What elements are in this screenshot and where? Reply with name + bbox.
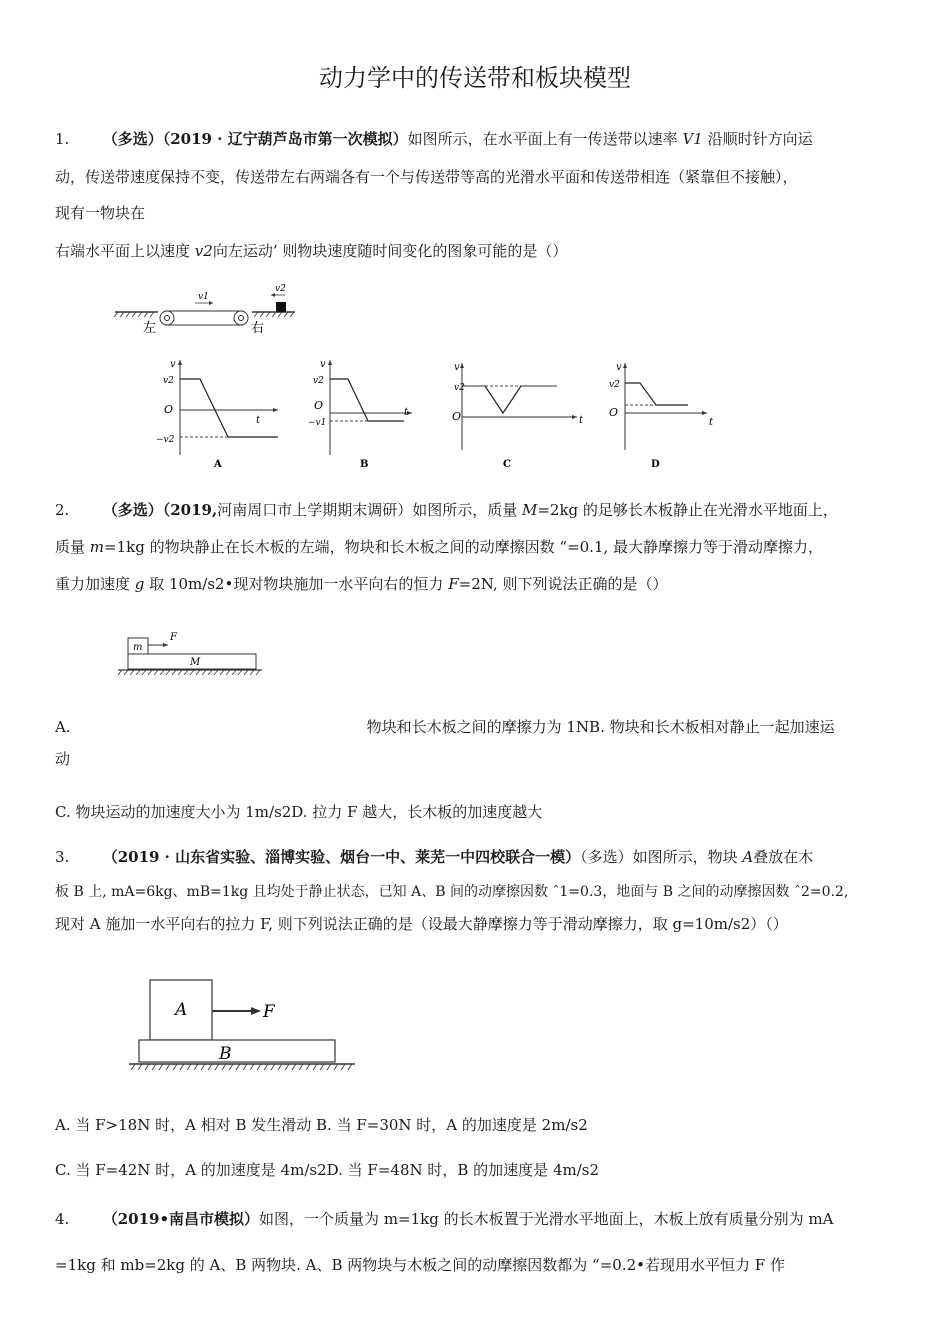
graph-c-t-label: t <box>579 415 584 426</box>
page-title: 动力学中的传送带和板块模型 <box>319 64 631 92</box>
q3-line-2: 板 B 上, mA=6kg、mB=1kg 且均处于静止状态，已知 A、B 间的动摩擦因数 ˆ1=0.3，地面与 B 之间的动摩擦因数 ˆ2=0.2, <box>55 884 849 900</box>
graph-a-neg-label: −v2 <box>156 435 175 445</box>
q2-text-1b: =2kg 的足够长木板静止在光滑水平地面上， <box>537 501 838 519</box>
q1-text-4a: 右端水平面上以速度 <box>55 242 191 260</box>
graph-c-v-label: v <box>454 362 460 373</box>
graph-d-v-label: v <box>616 362 622 373</box>
graph-b-origin: O <box>314 399 324 412</box>
q1-conveyor-figure <box>110 280 310 340</box>
q2-line-2 <box>55 536 905 557</box>
q3-fig-A: A <box>175 1000 188 1020</box>
graph-c-origin: O <box>452 410 462 423</box>
q3-text-1b: （多选）如图所示，物块 <box>580 848 738 866</box>
q1-fig-right: 右 <box>251 321 265 336</box>
graph-b-t-label: t <box>404 407 409 418</box>
graph-a-v-label: v <box>170 359 176 370</box>
graph-a-t-label: t <box>256 415 261 426</box>
q2-F: F <box>448 575 459 593</box>
graph-a-origin: O <box>164 403 174 416</box>
q2-line-3 <box>55 573 905 594</box>
graph-c-v2-label: v2 <box>454 383 465 393</box>
q2-text-3b: 取 10m/s2•现对物块施加一水平向右的恒力 <box>149 575 444 593</box>
q1-line-3: 现有一物块在 <box>55 204 146 222</box>
q2-fig-m: m <box>133 642 143 653</box>
q2-text-2c: =0.1, 最大静摩擦力等于滑动摩擦力， <box>567 538 824 556</box>
q2-option-ab-text: 物块和长木板之间的摩擦力为 1NB. 物块和长木板相对静止一起加速运 <box>366 718 835 736</box>
q3-text-1c: 叠放在木 <box>753 848 814 866</box>
q2-text-3c: =2N, 则下列说法正确的是（） <box>458 575 668 593</box>
q2-option-b-cont: 动 <box>55 750 71 768</box>
q2-text-2b: =1kg 的物块静止在长木板的左端，物块和长木板之间的动摩擦因数 <box>104 538 555 556</box>
q3-ground <box>125 1062 360 1074</box>
q3-fig-B: B <box>219 1044 232 1064</box>
q3-A: A <box>742 848 754 866</box>
q2-option-ab <box>55 716 905 737</box>
q1-graph-b <box>300 355 430 475</box>
q1-fig-v2: v2 <box>275 284 286 294</box>
q1-text-1a: 如图所示，在水平面上有一传送带以速率 <box>407 130 678 148</box>
graph-a-label: A <box>214 459 222 470</box>
graph-b-label: B <box>360 459 369 470</box>
q4-line-2: =1kg 和 mb=2kg 的 A、B 两物块. A、B 两物块与木板之间的动摩擦因数都为 “=0.2•若现用水平恒力 F 作 <box>55 1256 785 1274</box>
q2-source: （2019, <box>162 501 218 519</box>
q3-line-3: 现对 A 施加一水平向右的拉力 F, 则下列说法正确的是（设最大静摩擦力等于滑动摩擦力，取 g=10m/s2）（） <box>55 915 788 933</box>
graph-d-t-label: t <box>709 417 714 428</box>
q2-mu: “ <box>559 538 568 556</box>
q1-text-4b: 向左运动’ 则物块速度随时间变化的图象可能的是（） <box>212 242 568 260</box>
q1-fig-v1: v1 <box>198 292 209 302</box>
q2-line-1 <box>55 499 905 520</box>
q3-option-ab: A. 当 F>18N 时，A 相对 B 发生滑动 B. 当 F=30N 时，A 的加速度是 2m/s2 <box>55 1116 588 1134</box>
q3-option-cd: C. 当 F=42N 时，A 的加速度是 4m/s2D. 当 F=48N 时，B 的加速度是 4m/s2 <box>55 1161 600 1179</box>
q1-source: （2019 · 辽宁葫芦岛市第一次模拟） <box>162 130 408 148</box>
q1-multi-tag: （多选） <box>102 130 163 148</box>
q2-fig-M: M <box>190 657 201 668</box>
q1-graph-c <box>445 355 585 475</box>
q2-board-figure <box>110 628 270 680</box>
q2-option-cd: C. 物块运动的加速度大小为 1m/s2D. 拉力 F 越大，长木板的加速度越大 <box>55 803 543 821</box>
q2-M: M <box>522 501 538 519</box>
q2-option-a-label: A. <box>55 718 71 736</box>
q2-text-2a: 质量 <box>55 538 86 556</box>
q2-m: m <box>89 538 105 556</box>
q1-graph-d <box>600 355 730 475</box>
q4-source: （2019•南昌市模拟） <box>102 1210 260 1228</box>
q4-number: 4. <box>55 1210 70 1228</box>
q1-number: 1. <box>55 130 70 148</box>
graph-b-neg-label: −v1 <box>308 418 327 428</box>
q2-text-1: 河南周口市上学期期末调研）如图所示，质量 <box>217 501 518 519</box>
q1-v2: v2 <box>194 242 213 260</box>
graph-d-origin: O <box>609 406 619 419</box>
q4-line-1 <box>55 1208 905 1229</box>
q1-text-1b: 沿顺时针方向运 <box>707 130 813 148</box>
q3-source: （2019 · 山东省实验、淄博实验、烟台一中、莱芜一中四校联合一模） <box>102 848 581 866</box>
q2-multi-tag: （多选） <box>102 501 163 519</box>
graph-d-label: D <box>651 459 660 470</box>
q1-line-2: 动，传送带速度保持不变，传送带左右两端各有一个与传送带等高的光滑水平面和传送带相连（紧靠但不接触）， <box>55 168 798 186</box>
graph-b-v-label: v <box>320 359 326 370</box>
q1-fig-left: 左 <box>143 321 157 336</box>
q3-line-1 <box>55 846 905 867</box>
q1-line-1 <box>55 128 905 149</box>
graph-c-label: C <box>503 459 511 470</box>
q2-number: 2. <box>55 501 70 519</box>
q2-g: g <box>134 575 145 593</box>
graph-a-v2-label: v2 <box>163 376 174 386</box>
q2-fig-F: F <box>170 632 177 643</box>
q3-blocks-figure <box>125 975 360 1065</box>
graph-b-v2-label: v2 <box>313 376 324 386</box>
q2-text-3a: 重力加速度 <box>55 575 131 593</box>
q3-fig-F: F <box>263 1002 275 1022</box>
q3-number: 3. <box>55 848 70 866</box>
q1-v1: V1 <box>682 130 703 148</box>
q1-graph-a <box>150 355 290 475</box>
q1-line-4 <box>55 240 905 261</box>
q4-text-1: 如图，一个质量为 m=1kg 的长木板置于光滑水平地面上，木板上放有质量分别为 mA <box>259 1210 834 1228</box>
graph-d-v2-label: v2 <box>609 380 620 390</box>
